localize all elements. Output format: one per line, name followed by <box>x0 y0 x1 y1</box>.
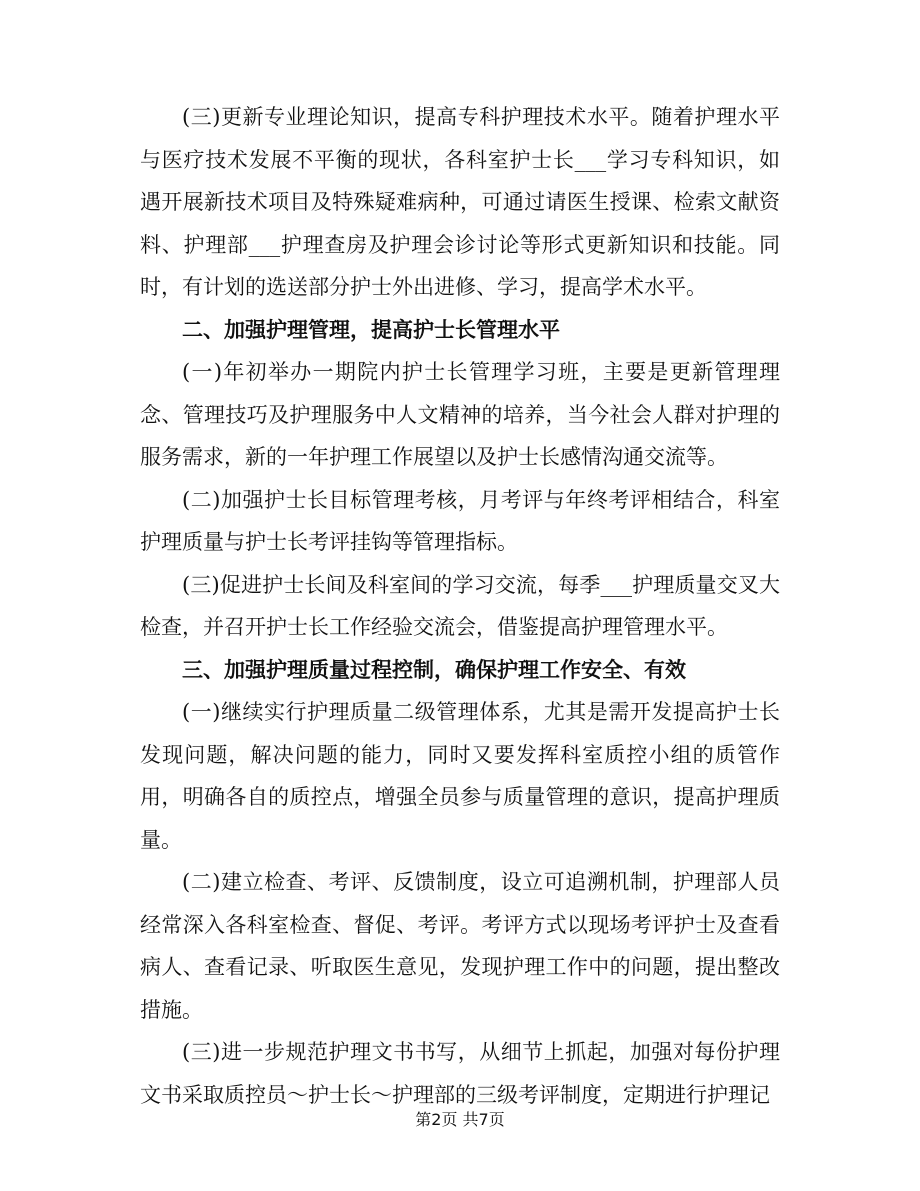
section-heading: 二、加强护理管理，提高护士长管理水平 <box>182 316 560 342</box>
paragraph: (三)促进护士长间及科室间的学习交流，每季___护理质量交叉大检查，并召开护士长工作经验交流会，借鉴提高护理管理水平。 <box>140 572 780 639</box>
paragraph: (三)更新专业理论知识，提高专科护理技术水平。随着护理水平与医疗技术发展不平衡的现状，各科室护士长___学习专科知识，如遇开展新技术项目及特殊疑难病种，可通过请医生授课、检索文献资料、护理部___护理查房及护理会诊讨论等形式更新知识和技能。同时，有计划的选送部分护士外出进修、学习，提高学术水平。 <box>140 105 780 299</box>
paragraph: (一)继续实行护理质量二级管理体系，尤其是需开发提高护士长发现问题，解决问题的能力，同时又要发挥科室质控小组的质管作用，明确各自的质控点，增强全员参与质量管理的意识，提高护理质量。 <box>140 700 780 852</box>
paragraph: (三)进一步规范护理文书书写，从细节上抓起，加强对每份护理文书采取质控员～护士长～护理部的三级考评制度，定期进行护理记 <box>140 1040 780 1107</box>
paragraph: (二)建立检查、考评、反馈制度，设立可追溯机制，护理部人员经常深入各科室检查、督促、考评。考评方式以现场考评护士及查看病人、查看记录、听取医生意见，发现护理工作中的问题，提出整改措施。 <box>140 870 780 1022</box>
paragraph: (一)年初举办一期院内护士长管理学习班，主要是更新管理理念、管理技巧及护理服务中人文精神的培养，当今社会人群对护理的服务需求，新的一年护理工作展望以及护士长感情沟通交流等。 <box>140 360 780 469</box>
paragraph: (二)加强护士长目标管理考核，月考评与年终考评相结合，科室护理质量与护士长考评挂钩等管理指标。 <box>140 487 780 554</box>
section-heading: 三、加强护理质量过程控制，确保护理工作安全、有效 <box>182 656 686 682</box>
page-number-footer: 第2页 共7页 <box>415 1110 505 1129</box>
document-body <box>140 96 780 1116</box>
